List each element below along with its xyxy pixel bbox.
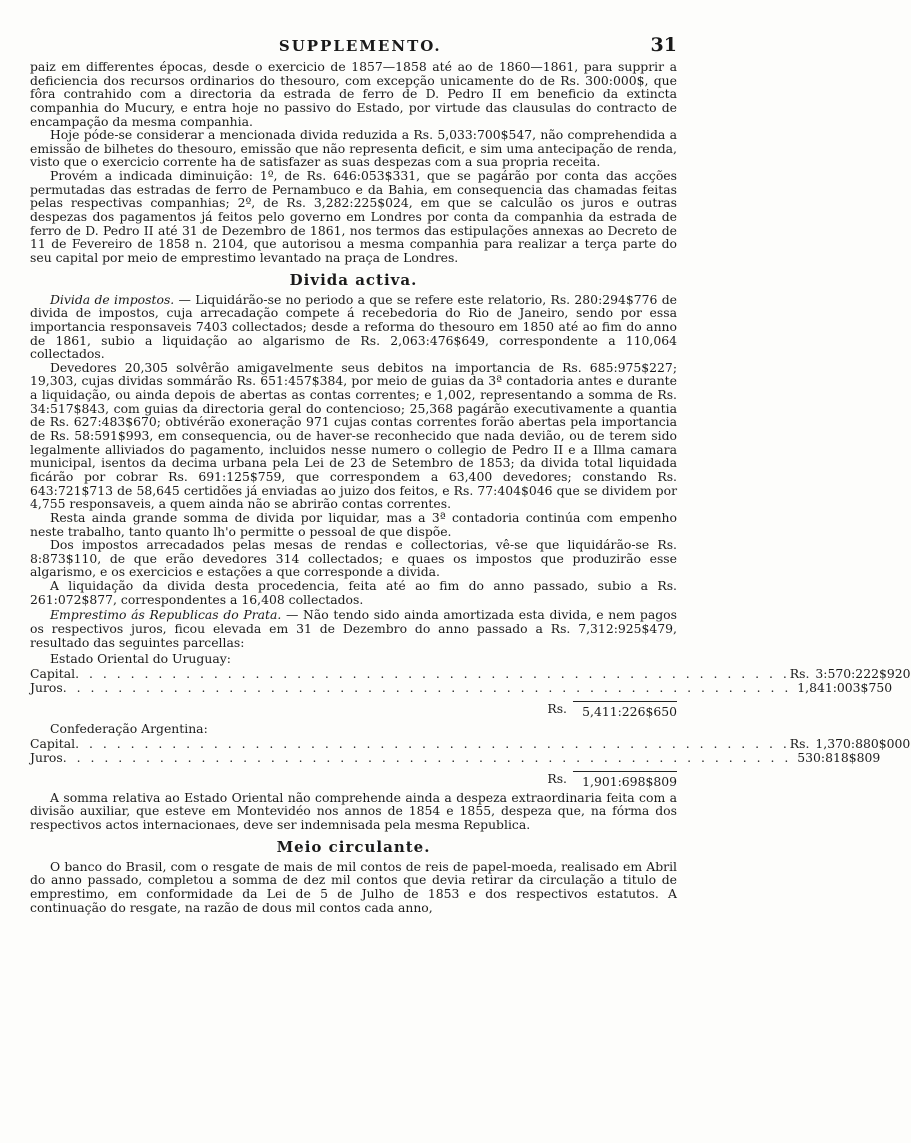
row-amount: 1,370:880$000: [815, 736, 911, 752]
impostos-arrecadados-paragraph: Dos impostos arrecadados pelas mesas de rendas e collectorias, vê-se que liquidárão-se Rs. 8:873$110, de que erão devedores 314 collectados; e quaes os impostos que produzirão esse algarismo, e os exercicios e estações a que corresponde a divida.: [30, 537, 677, 580]
row-currency: Rs.: [789, 666, 810, 682]
page-header: [30, 34, 677, 56]
total-row: [30, 771, 677, 789]
row-label: Capital: [30, 736, 76, 752]
resta-paragraph: Resta ainda grande somma de divida por liquidar, mas a 3ª contadoria continúa com empenho neste trabalho, tanto quanto lh'o permitte o pessoal de que dispõe.: [30, 509, 677, 539]
running-title: SUPPLEMENTO.: [278, 37, 442, 55]
intro-paragraph-3: Provém a indicada diminuição: 1º, de Rs. 646:053$331, que se pagárão por conta das acções permutadas das estradas de ferro de Pernambuco e da Bahia, em consequencia das chamadas feitas pelas respectivas companhias; 2º, de Rs. 3,282:225$024, em que se calculão os juros e outras despezas dos pagamentos já feitos pelo governo em Londres por conta da companhia da estrada de ferro de D. Pedro II até 31 de Dezembro de 1861, nos termos das estipulações annexas ao Decreto de 11 de Fevereiro de 1858 n. 2104, que autorisou a mesma companhia para realizar a terça parte do seu capital por meio de emprestimo levantado na praça de Londres.: [30, 168, 677, 265]
liquidacao-paragraph: A liquidação da divida desta procedencia, feita até ao fim do anno passado, subio a Rs. 261:072$877, correspondentes a 16,408 collectados.: [30, 578, 677, 607]
divida-impostos-paragraph: [30, 293, 677, 361]
leader-dots: . . . . . . . . . . . . . . . . . . . . . . . . . . . . . . . . . . . . . . . . . . . . . . . . . . . . .: [62, 680, 792, 696]
argentina-heading: Confederação Argentina:: [50, 721, 208, 737]
emprestimo-paragraph: [30, 608, 677, 649]
leader-dots: . . . . . . . . . . . . . . . . . . . . . . . . . . . . . . . . . . . . . . . . . . . . . . . . . . . .: [75, 736, 790, 752]
total-amount: 5,411:226$650: [573, 701, 677, 719]
total-row: [30, 701, 677, 719]
table-row: [30, 666, 911, 682]
meio-circulante-paragraph: O banco do Brasil, com o resgate de mais de mil contos de reis de papel-moeda, realisado em Abril do anno passado, completou a somma de dez mil contos que devia retirar da circulação a titulo de emprestimo, em conformidade da Lei de 5 de Julho de 1853 e dos respectivos estatutos. A continuação do resgate, na razão de dous mil contos cada anno,: [30, 858, 677, 915]
page-number: 31: [650, 34, 677, 56]
row-amount: 530:818$809: [797, 749, 881, 765]
uruguay-table: [30, 666, 911, 720]
argentina-table: [30, 736, 911, 789]
row-amount: 1,841:003$750: [797, 680, 893, 696]
total-currency: Rs.: [547, 770, 567, 786]
row-currency: Rs.: [789, 736, 810, 752]
section-heading-divida-activa: Divida activa.: [289, 270, 418, 289]
emprestimo-note: A somma relativa ao Estado Oriental não comprehende ainda a despeza extraordinaria feita com a divisão auxiliar, que esteve em Montevidéo nos annos de 1854 e 1855, despeza que, na fórma dos respectivos actos internacionaes, deve ser indemnisada pela mesma Republica.: [30, 789, 677, 833]
leader-dots: . . . . . . . . . . . . . . . . . . . . . . . . . . . . . . . . . . . . . . . . . . . . . . . . . . . . .: [62, 749, 792, 765]
table-row: [30, 749, 881, 765]
table-row: [30, 736, 911, 752]
emprestimo-lead: Emprestimo ás Republicas do Prata.: [50, 607, 282, 623]
row-label: Juros: [30, 749, 63, 765]
row-label: Juros: [30, 680, 63, 696]
uruguay-heading: Estado Oriental do Uruguay:: [50, 651, 231, 667]
section-heading-meio-circulante: Meio circulante.: [276, 837, 431, 856]
leader-dots: . . . . . . . . . . . . . . . . . . . . . . . . . . . . . . . . . . . . . . . . . . . . . . . . . . . .: [75, 666, 790, 682]
divida-impostos-lead: Divida de impostos.: [50, 291, 175, 307]
total-amount: 1,901:698$809: [573, 771, 677, 789]
emprestimo-text: — Não tendo sido ainda amortizada esta divida, e nem pagos os respectivos juros, ficou elevada em 31 de Dezembro do anno passado a Rs. 7,312:925$479, resultado das seguintes parcellas:: [30, 607, 677, 650]
row-amount: 3:570:222$920: [815, 666, 911, 682]
total-currency: Rs.: [547, 701, 567, 717]
divida-impostos-text: — Liquidárão-se no periodo a que se refere este relatorio, Rs. 280:294$776 de divida de impostos, cuja arrecadação compete á recebedoria do Rio de Janeiro, sendo por essa importancia responsaveis 7403 collectados; desde a reforma do thesouro em 1850 até ao fim do anno de 1861, subio a liquidação ao algarismo de Rs. 2,063:476$649, correspondente a 110,064 collectados.: [30, 291, 677, 362]
devedores-paragraph: Devedores 20,305 solvêrão amigavelmente seus debitos na importancia de Rs. 685:975$227; 19,303, cujas dividas sommárão Rs. 651:457$384, por meio de guias da 3ª contadoria antes e durante a liquidação, ou ainda depois de abertas as contas correntes; e 1,002, representando a somma de Rs. 34:517$843, com guias da directoria geral do contencioso; 25,368 pagárão executivamente a quantia de Rs. 627:483$670; obtivérão exoneração 971 cujas contas correntes forão abertas pela importancia de Rs. 58:591$993, em consequencia, ou de haver-se reconhecido que nada devião, ou de terem sido legalmente alliviados do pagamento, incluidos nesse numero o collegio de Pedro II e a Illma camara municipal, isentos da decima urbana pela Lei de 23 de Setembro de 1853; da divida total liquidada ficárão por cobrar Rs. 691:125$759, que correspondem a 63,400 devedores; constando Rs. 643:721$713 de 58,645 certidões já enviadas ao juizo dos feitos, e Rs. 77:404$046 que se dividem por 4,755 responsaveis, a quem ainda não se abrirão contas correntes.: [30, 359, 677, 512]
intro-paragraph-2: Hoje póde-se considerar a mencionada divida reduzida a Rs. 5,033:700$547, não comprehendida a emissão de bilhetes do thesouro, emissão que não representa deficit, e sim uma antecipação de renda, visto que o exercicio corrente ha de satisfazer as suas despezas com a sua propria receita.: [30, 127, 677, 170]
intro-paragraph-1: paiz em differentes épocas, desde o exercicio de 1857—1858 até ao de 1860—1861, para supprir a deficiencia dos recursos ordinarios do thesouro, com excepção unicamente do de Rs. 300:000$, que fôra contrahido com a directoria da estrada de ferro de D. Pedro II em beneficio da extincta companhia do Mucury, e entra hoje no passivo do Estado, por virtude das clausulas do contracto de encampação da mesma companhia.: [30, 59, 677, 129]
row-label: Capital: [30, 666, 76, 682]
table-row: [30, 680, 893, 696]
